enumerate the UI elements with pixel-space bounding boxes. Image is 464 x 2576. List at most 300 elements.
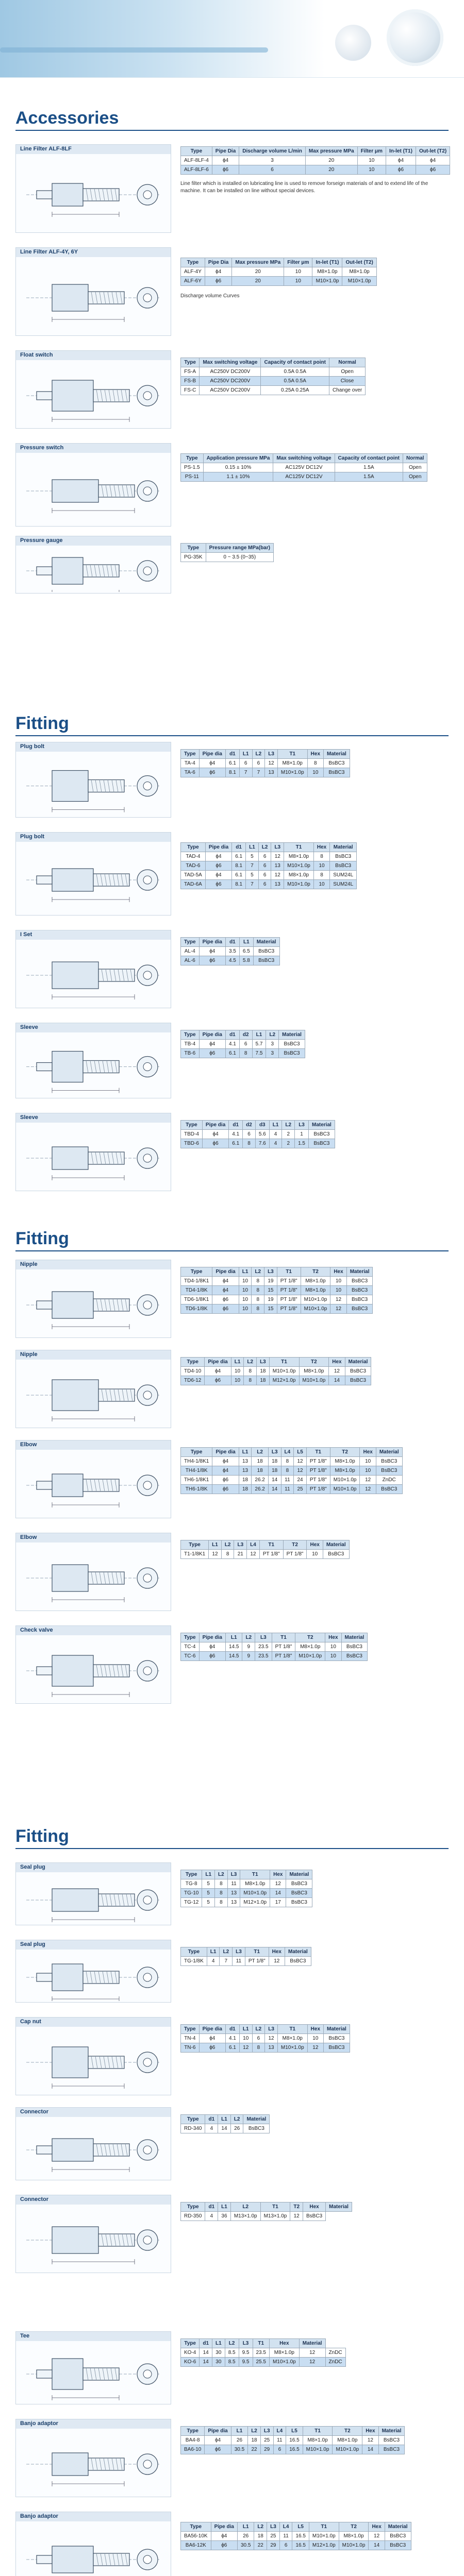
- spec-row: [181, 1277, 373, 1286]
- spec-header-cell: d1: [225, 938, 239, 947]
- part-tail: [37, 567, 52, 575]
- spec-header-cell: T1: [272, 1633, 295, 1642]
- product-drawing: [16, 2117, 170, 2179]
- spec-cell: 13: [227, 1889, 240, 1898]
- product-label: Pressure switch: [16, 444, 171, 453]
- spec-cell: 12: [239, 2043, 252, 2053]
- part-body: [52, 183, 83, 206]
- spec-header-cell: Pipe Dia: [212, 147, 239, 156]
- spec-cell: 12: [362, 2436, 378, 2445]
- spec-cell: PS-1.5: [181, 463, 204, 472]
- spec-header-row: [181, 544, 274, 553]
- spec-cell: BsBC3: [324, 768, 350, 777]
- spec-cell: 10: [360, 1466, 376, 1476]
- spec-cell: 8.1: [225, 768, 239, 777]
- spec-row: [181, 1130, 335, 1139]
- spec-cell: 5: [202, 1889, 215, 1898]
- spec-cell: ϕ6: [199, 768, 225, 777]
- spec-cell: TD4-1/8K: [181, 1286, 212, 1295]
- spec-cell: 3: [266, 1040, 279, 1049]
- spec-cell: 3: [239, 156, 306, 165]
- spec-cell: M12×1.0p: [240, 1898, 270, 1907]
- spec-header-cell: Hex: [369, 2522, 385, 2532]
- product-item: [15, 1440, 449, 1517]
- spec-header-row: [181, 750, 350, 759]
- spec-cell: M8×1.0p: [295, 1642, 325, 1652]
- product-drawing: [16, 2341, 170, 2403]
- spec-cell: 8: [252, 2043, 265, 2053]
- product-drawing: [16, 1950, 170, 2001]
- product-item: [15, 1350, 449, 1427]
- spec-cell: 8: [221, 1550, 234, 1559]
- product-figure: [15, 350, 171, 429]
- spec-cell: M10×1.0p: [269, 2358, 299, 2367]
- spec-cell: 10: [330, 1286, 346, 1295]
- spec-cell: BsBC3: [345, 1376, 371, 1385]
- end-view-bore: [143, 1896, 152, 1904]
- spec-cell: Change over: [329, 386, 365, 395]
- spec-cell: 30: [212, 2358, 225, 2367]
- spec-cell: 10: [231, 1367, 244, 1376]
- spec-cell: 18: [239, 1476, 252, 1485]
- spec-header-cell: Material: [253, 938, 279, 947]
- spec-cell: ϕ4: [212, 1277, 239, 1286]
- spec-cell: 14: [329, 1376, 345, 1385]
- spec-cell: 12: [269, 1957, 285, 1966]
- spec-cell: PT 1/8": [272, 1642, 295, 1652]
- spec-cell: TG-12: [181, 1898, 202, 1907]
- spec-cell: 10: [325, 1652, 341, 1661]
- spec-header-cell: L3: [234, 1540, 247, 1550]
- product-figure: [15, 2331, 171, 2404]
- spec-cell: 1: [295, 1130, 309, 1139]
- spec-header-cell: Hex: [269, 1947, 285, 1957]
- spec-cell: 7.6: [255, 1139, 269, 1148]
- spec-cell: 12: [265, 2034, 278, 2043]
- spec-cell: 9: [242, 1642, 255, 1652]
- spec-header-cell: L3: [264, 1267, 277, 1277]
- spec-cell: 8: [215, 1898, 228, 1907]
- spec-cell: 22: [248, 2445, 261, 2454]
- spec-header-cell: L2: [242, 1633, 255, 1642]
- spec-cell: 6.1: [232, 852, 246, 861]
- product-figure: [15, 1113, 171, 1191]
- spec-cell: ϕ4: [199, 947, 225, 956]
- part-stem: [98, 969, 135, 981]
- spec-cell: 9: [242, 1652, 255, 1661]
- product-figure: [15, 2419, 171, 2497]
- spec-cell: 14: [362, 2445, 378, 2454]
- spec-row: [181, 2436, 405, 2445]
- spec-cell: BsBC3: [309, 1139, 335, 1148]
- spec-header-row: [181, 843, 357, 852]
- part-tail: [37, 876, 52, 884]
- spec-cell: M8×1.0p: [339, 2532, 369, 2541]
- spec-cell: 15: [264, 1286, 277, 1295]
- spec-cell: TA-4: [181, 759, 200, 768]
- spec-table: [180, 358, 366, 395]
- spec-cell: 14: [200, 2348, 212, 2358]
- spec-row: [181, 1376, 371, 1385]
- spec-row: [181, 2348, 346, 2358]
- spec-cell: 26: [237, 2532, 254, 2541]
- product-label: Seal plug: [16, 1863, 171, 1872]
- spec-header-cell: Type: [181, 1540, 209, 1550]
- product-item: [15, 1113, 449, 1190]
- spec-cell: ϕ6: [202, 1139, 228, 1148]
- spec-cell: TH4-1/8K1: [181, 1457, 212, 1466]
- spec-cell: 6: [239, 1040, 252, 1049]
- spec-cell: 25: [294, 1485, 307, 1494]
- product-label: Tee: [16, 2332, 171, 2341]
- product-label: Plug bolt: [16, 742, 171, 752]
- spec-header-cell: Pipe dia: [199, 1030, 225, 1040]
- spec-cell: M8×1.0p: [240, 1879, 270, 1889]
- spec-cell: BsBC3: [253, 956, 279, 965]
- spec-header-cell: L2: [221, 1540, 234, 1550]
- part-tail: [37, 1301, 52, 1309]
- spec-cell: 10: [307, 768, 323, 777]
- spec-cell: TBD-6: [181, 1139, 203, 1148]
- product-drawing: [16, 1123, 170, 1190]
- spec-table: [180, 453, 427, 482]
- product-item: [15, 350, 449, 428]
- end-view-bore: [143, 2370, 152, 2378]
- spec-header-cell: Max pressure MPa: [232, 258, 284, 267]
- spec-header-cell: L3: [265, 2025, 278, 2034]
- spec-cell: 12: [360, 1485, 376, 1494]
- spec-cell: 6: [239, 759, 252, 768]
- product-figure: [15, 832, 171, 916]
- spec-header-cell: In-let (T1): [386, 147, 416, 156]
- product-note: Discharge volume Curves: [180, 293, 240, 299]
- spec-row: [181, 1295, 373, 1304]
- spec-header-cell: Filter μm: [357, 147, 386, 156]
- spec-cell: T1-1/8K1: [181, 1550, 209, 1559]
- spec-cell: 26: [231, 2436, 247, 2445]
- spec-cell: 10: [239, 1286, 252, 1295]
- spec-header-cell: Type: [181, 1947, 207, 1957]
- banner-lens-graphic: [387, 9, 443, 66]
- spec-cell: M8×1.0p: [333, 2436, 362, 2445]
- spec-cell: ϕ6: [205, 861, 231, 871]
- spec-cell: 4: [205, 2124, 218, 2133]
- spec-header-cell: Max switching voltage: [200, 358, 261, 367]
- spec-header-cell: Pipe dia: [205, 2427, 231, 2436]
- spec-cell: 7: [246, 880, 259, 889]
- spec-cell: TB-6: [181, 1049, 200, 1058]
- spec-cell: 13: [265, 2043, 278, 2053]
- spec-cell: 12: [299, 2348, 325, 2358]
- spec-row: [181, 852, 357, 861]
- spec-cell: PT 1/8": [277, 1295, 301, 1304]
- spec-header-row: [181, 1030, 305, 1040]
- product-figure: [15, 1940, 171, 2003]
- spec-cell: 14: [200, 2358, 212, 2367]
- spec-cell: M8×1.0p: [277, 2034, 307, 2043]
- spec-cell: 7: [220, 1957, 233, 1966]
- product-item: [15, 1862, 449, 1924]
- spec-cell: 10: [231, 1376, 244, 1385]
- spec-header-cell: L4: [279, 2522, 292, 2532]
- product-figure: [15, 2107, 171, 2180]
- spec-cell: M10×1.0p: [309, 2532, 339, 2541]
- spec-cell: PT 1/8": [277, 1277, 301, 1286]
- spec-header-cell: Pipe dia: [199, 750, 225, 759]
- spec-cell: 29: [260, 2445, 273, 2454]
- spec-cell: 30.5: [237, 2541, 254, 2550]
- spec-row: [181, 956, 280, 965]
- spec-cell: TAD-6: [181, 861, 206, 871]
- spec-cell: 10: [313, 880, 329, 889]
- end-view-bore: [143, 392, 152, 400]
- spec-cell: 0.5A 0.5A: [261, 377, 329, 386]
- part-body: [52, 1380, 98, 1411]
- spec-cell: 18: [257, 1376, 270, 1385]
- spec-cell: RD-340: [181, 2124, 205, 2133]
- spec-cell: ϕ4: [212, 1457, 239, 1466]
- part-stem: [88, 780, 124, 792]
- spec-header-cell: L3: [295, 1121, 309, 1130]
- spec-table: [180, 543, 274, 562]
- spec-cell: 5: [202, 1879, 215, 1889]
- spec-header-cell: Type: [181, 2202, 205, 2212]
- spec-header-row: [181, 2025, 350, 2034]
- spec-cell: M8×1.0p: [269, 2348, 299, 2358]
- spec-cell: BsBC3: [376, 1485, 402, 1494]
- spec-header-cell: L1: [202, 1870, 215, 1879]
- spec-row: [181, 1040, 305, 1049]
- spec-cell: 30: [212, 2348, 225, 2358]
- spec-table: [180, 1540, 350, 1559]
- spec-cell: SUM24L: [330, 880, 357, 889]
- part-body: [52, 2227, 98, 2253]
- spec-cell: 6: [258, 861, 271, 871]
- product-figure: [15, 1350, 171, 1428]
- spec-cell: AC250V DC200V: [200, 367, 261, 377]
- spec-cell: Open: [403, 463, 427, 472]
- spec-cell: 11: [227, 1879, 240, 1889]
- spec-header-row: [181, 1358, 371, 1367]
- spec-cell: 10: [330, 1277, 346, 1286]
- spec-cell: 3: [266, 1049, 279, 1058]
- spec-header-cell: Hex: [307, 2025, 323, 2034]
- spec-cell: PT 1/8": [306, 1457, 330, 1466]
- spec-table: [180, 2522, 411, 2550]
- spec-cell: ϕ6: [205, 1376, 231, 1385]
- spec-cell: M10×1.0p: [240, 1889, 270, 1898]
- spec-header-cell: L1: [231, 1358, 244, 1367]
- spec-cell: 10: [284, 277, 312, 286]
- spec-cell: Open: [329, 367, 365, 377]
- spec-header-cell: Type: [181, 1448, 212, 1457]
- spec-cell: 18: [252, 1466, 268, 1476]
- part-stem: [88, 2458, 124, 2470]
- spec-cell: 6: [252, 759, 265, 768]
- spec-row: [181, 2358, 346, 2367]
- spec-cell: 8: [281, 1457, 294, 1466]
- product-label: Sleeve: [16, 1113, 171, 1123]
- spec-cell: PT 1/8": [277, 1304, 301, 1314]
- spec-header-row: [181, 358, 366, 367]
- spec-cell: 6: [252, 2034, 265, 2043]
- product-label: Banjo adaptor: [16, 2512, 171, 2521]
- product-item: [15, 1533, 449, 1610]
- product-note: Line filter which is installed on lubricating line is used to remove forseign materials of and to extend life of the machine. It can be installed on line without special devices.: [180, 181, 428, 194]
- part-stem: [93, 2144, 129, 2156]
- spec-header-cell: L1: [212, 2339, 225, 2348]
- spec-cell: 4: [269, 1130, 282, 1139]
- part-body: [52, 2359, 83, 2389]
- part-stem: [83, 189, 119, 201]
- spec-cell: Close: [329, 377, 365, 386]
- spec-header-cell: Material: [286, 1870, 312, 1879]
- product-item: [15, 536, 449, 592]
- spec-cell: BsBC3: [303, 2212, 326, 2221]
- product-figure: [15, 930, 171, 1008]
- part-body: [52, 1474, 83, 1497]
- spec-cell: 4.1: [225, 1040, 239, 1049]
- spec-header-row: [181, 2427, 405, 2436]
- product-drawing: [16, 752, 170, 816]
- product-label: Line Filter ALF-4Y, 6Y: [16, 248, 171, 257]
- spec-cell: 4.5: [225, 956, 239, 965]
- spec-cell: ϕ6: [205, 277, 231, 286]
- end-view-bore: [143, 1667, 152, 1675]
- part-stem: [88, 1152, 124, 1164]
- spec-table: [180, 1120, 335, 1148]
- spec-table: [180, 2202, 352, 2221]
- spec-cell: 8: [313, 852, 329, 861]
- spec-cell: M10×1.0p: [277, 768, 307, 777]
- spec-cell: 10: [239, 2034, 252, 2043]
- part-stem: [83, 565, 119, 577]
- spec-header-cell: Type: [181, 1121, 203, 1130]
- spec-header-cell: L2: [258, 843, 271, 852]
- spec-cell: BsBC3: [324, 2034, 350, 2043]
- spec-table: [180, 1357, 371, 1385]
- spec-cell: BsBC3: [324, 2043, 350, 2053]
- spec-header-row: [181, 1267, 373, 1277]
- part-tail: [37, 2370, 52, 2378]
- hero-banner: [0, 0, 464, 78]
- spec-row: [181, 871, 357, 880]
- spec-row: [181, 553, 274, 562]
- spec-cell: M10×1.0p: [301, 1295, 330, 1304]
- spec-cell: 14: [268, 1485, 281, 1494]
- spec-cell: PT 1/8": [277, 1286, 301, 1295]
- spec-header-row: [181, 938, 280, 947]
- spec-cell: ϕ4: [199, 2034, 225, 2043]
- spec-cell: ϕ6: [212, 1304, 239, 1314]
- spec-header-cell: L2: [230, 2115, 243, 2124]
- spec-cell: 8: [215, 1879, 228, 1889]
- spec-row: [181, 367, 366, 377]
- spec-row: [181, 1367, 371, 1376]
- spec-cell: 21: [234, 1550, 247, 1559]
- spec-cell: AC250V DC200V: [200, 377, 261, 386]
- spec-cell: 3.5: [225, 947, 239, 956]
- product-label: Plug bolt: [16, 833, 171, 842]
- spec-cell: 6: [258, 880, 271, 889]
- spec-header-cell: d1: [232, 843, 246, 852]
- spec-header-cell: Application pressure MPa: [203, 454, 273, 463]
- spec-cell: PG-35K: [181, 553, 206, 562]
- spec-row: [181, 277, 377, 286]
- spec-header-cell: L2: [252, 1267, 264, 1277]
- spec-header-cell: Hex: [313, 843, 329, 852]
- spec-cell: ϕ6: [199, 2043, 225, 2053]
- product-figure: [15, 1260, 171, 1338]
- spec-cell: 26: [230, 2124, 243, 2133]
- spec-header-cell: Normal: [403, 454, 427, 463]
- part-tail: [37, 1667, 52, 1675]
- spec-cell: 10: [307, 1550, 323, 1559]
- spec-header-cell: L3: [260, 2427, 273, 2436]
- spec-cell: M10×1.0p: [333, 2445, 362, 2454]
- spec-cell: RD-350: [181, 2212, 205, 2221]
- spec-header-cell: Material: [279, 1030, 305, 1040]
- spec-cell: 8.1: [232, 880, 246, 889]
- product-label: Seal plug: [16, 1940, 171, 1950]
- spec-cell: Open: [403, 472, 427, 482]
- spec-header-cell: T1: [240, 1870, 270, 1879]
- part-body: [52, 380, 93, 411]
- spec-header-cell: T1: [309, 2522, 339, 2532]
- spec-cell: 8: [244, 1367, 257, 1376]
- spec-cell: 36: [218, 2212, 231, 2221]
- spec-cell: TBD-4: [181, 1130, 203, 1139]
- part-stem: [93, 1665, 129, 1677]
- product-label: Connector: [16, 2108, 171, 2117]
- spec-row: [181, 377, 366, 386]
- spec-cell: 11: [279, 2532, 292, 2541]
- part-body: [52, 771, 88, 802]
- spec-cell: 10: [239, 1295, 252, 1304]
- spec-cell: 18: [257, 1367, 270, 1376]
- spec-header-cell: L2: [266, 1030, 279, 1040]
- spec-header-cell: Material: [378, 2427, 405, 2436]
- spec-header-cell: L3: [268, 1448, 281, 1457]
- spec-cell: M8×1.0p: [301, 1277, 330, 1286]
- spec-cell: BsBC3: [243, 2124, 270, 2133]
- spec-cell: TN-6: [181, 2043, 200, 2053]
- spec-cell: 6.5: [239, 947, 253, 956]
- spec-header-cell: L1: [225, 1633, 242, 1642]
- spec-header-cell: Pipe dia: [202, 1121, 228, 1130]
- spec-cell: 12: [247, 1550, 260, 1559]
- spec-header-cell: T1: [277, 750, 307, 759]
- spec-cell: ϕ4: [205, 1367, 231, 1376]
- spec-header-cell: Type: [181, 544, 206, 553]
- spec-cell: 12: [360, 1476, 376, 1485]
- spec-header-cell: Discharge volume L/min: [239, 147, 306, 156]
- spec-cell: ϕ4: [205, 2436, 231, 2445]
- spec-row: [181, 386, 366, 395]
- end-view-bore: [143, 2555, 152, 2564]
- spec-row: [181, 2445, 405, 2454]
- spec-header-cell: L3: [255, 1633, 272, 1642]
- spec-header-cell: L1: [239, 750, 252, 759]
- spec-cell: 13: [265, 768, 278, 777]
- spec-header-cell: Material: [326, 2202, 352, 2212]
- spec-cell: M10×1.0p: [303, 2445, 333, 2454]
- spec-header-cell: Type: [181, 1358, 205, 1367]
- spec-row: [181, 768, 350, 777]
- spec-row: [181, 1889, 312, 1898]
- spec-cell: 23.5: [253, 2348, 269, 2358]
- spec-header-row: [181, 1540, 350, 1550]
